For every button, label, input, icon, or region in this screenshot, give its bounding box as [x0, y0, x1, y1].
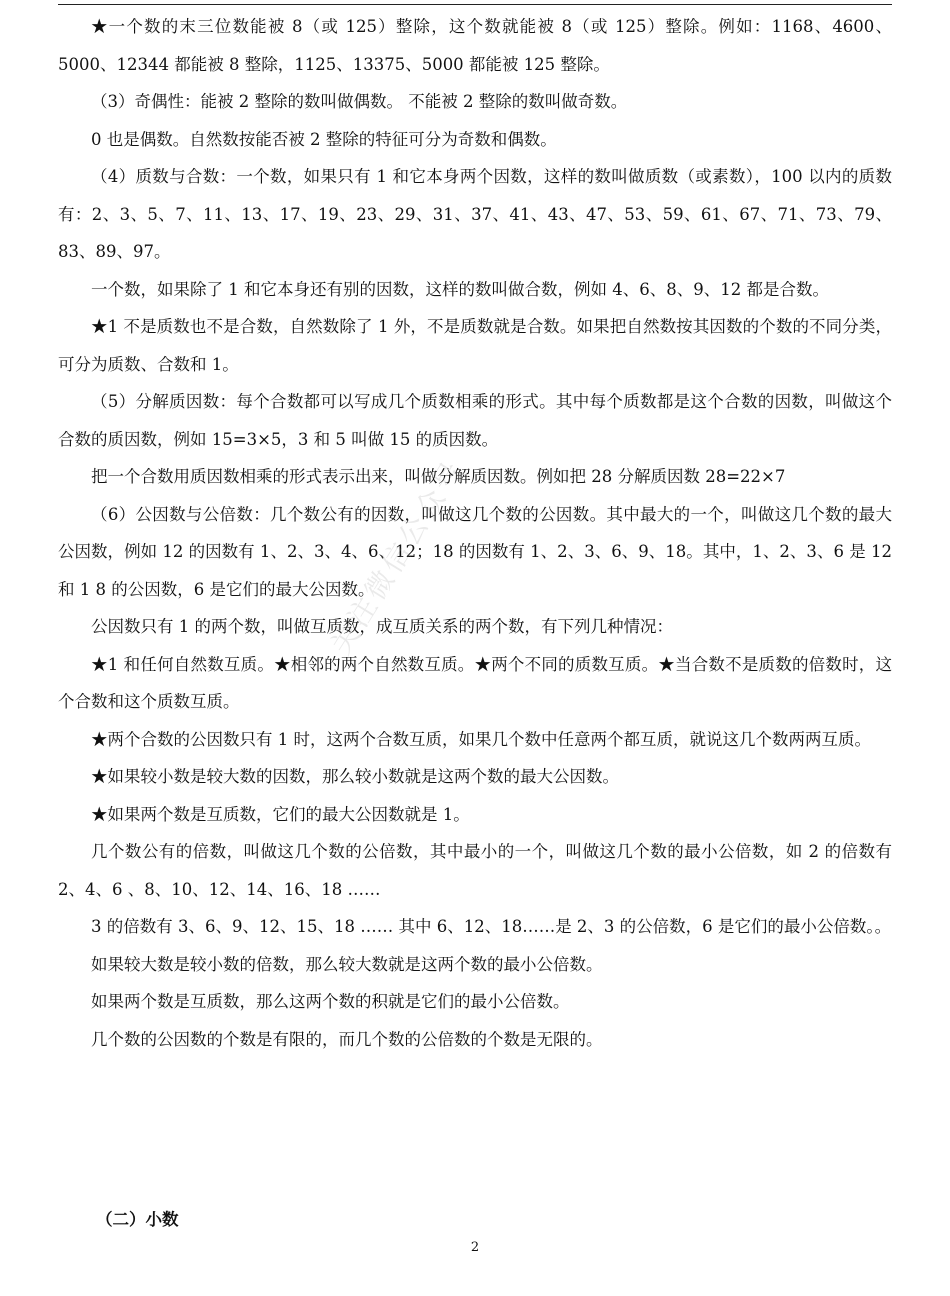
paragraph-coprime-intro: 公因数只有 1 的两个数，叫做互质数，成互质关系的两个数，有下列几种情况：: [91, 617, 673, 636]
paragraph-parity: （3）奇偶性：能被 2 整除的数叫做偶数。 不能被 2 整除的数叫做奇数。: [91, 92, 628, 111]
paragraph-composite-definition: 一个数，如果除了 1 和它本身还有别的因数，这样的数叫做合数，例如 4、6、8、9、12 都是合数。: [91, 279, 829, 299]
paragraph-prime-factorization: （5）分解质因数：每个合数都可以写成几个质数相乘的形式。其中每个质数都是这个合数的因数，叫做这个合数的质因数，例如 15=3×5，3 和 5 叫做 15 的质因数。: [58, 392, 892, 449]
paragraph-smaller-factor: ★如果较小数是较大数的因数，那么较小数就是这两个数的最大公因数。: [91, 767, 619, 786]
document-body: [58, 8, 892, 1058]
paragraph-two-composites: ★两个合数的公因数只有 1 时，这两个合数互质，如果几个数中任意两个都互质，就说这几个数两两互质。: [91, 729, 871, 749]
watermark: 关注微信公众号: [324, 452, 471, 661]
paragraph-larger-multiple: 如果较大数是较小数的倍数，那么较大数就是这两个数的最小公倍数。: [91, 954, 603, 974]
paragraph-common-multiple: 几个数公有的倍数，叫做这几个数的公倍数，其中最小的一个，叫做这几个数的最小公倍数，如 2 的倍数有 2、4、6 、8、10、12、14、16、18 ……: [58, 842, 892, 899]
paragraph-multiples-of-3: 3 的倍数有 3、6、9、12、15、18 …… 其中 6、12、18……是 2、3 的公倍数，6 是它们的最小公倍数。。: [91, 917, 892, 936]
paragraph-coprime-lcm: 如果两个数是互质数，那么这两个数的积就是它们的最小公倍数。: [91, 992, 570, 1011]
paragraph-factorization-example: 把一个合数用质因数相乘的形式表示出来，叫做分解质因数。例如把 28 分解质因数 28=22×7: [91, 467, 786, 486]
section-heading-decimals: （二）小数: [96, 1210, 179, 1229]
page-number: 2: [470, 1240, 480, 1255]
paragraph-coprime-gcd: ★如果两个数是互质数，它们的最大公因数就是 1。: [91, 804, 470, 824]
paragraph-zero-even: 0 也是偶数。自然数按能否被 2 整除的特征可分为奇数和偶数。: [91, 129, 557, 149]
paragraph-coprime-cases: ★1 和任何自然数互质。★相邻的两个自然数互质。★两个不同的质数互质。★当合数不是质数的倍数时，这个合数和这个质数互质。: [58, 654, 892, 711]
paragraph-divisible-by-8-125: ★一个数的末三位数能被 8（或 125）整除，这个数就能被 8（或 125）整除。例如：1168、4600、5000、12344 都能被 8 整除，1125、13375、5000 都能被 125 整除。: [58, 17, 892, 74]
paragraph-common-factor: （6）公因数与公倍数：几个数公有的因数，叫做这几个数的公因数。其中最大的一个，叫做这几个数的最大公因数，例如 12 的因数有 1、2、3、4、6、12；18 的因数有 1、2、3、6、9、18。其中，1、2、3、6 是 12 和 1 8 的公因数，6 是它们的最大公因数。: [58, 504, 892, 599]
paragraph-prime-composite: （4）质数与合数：一个数，如果只有 1 和它本身两个因数，这样的数叫做质数（或素数），100 以内的质数有：2、3、5、7、11、13、17、19、23、29、31、37、41、43、47、53、59、61、67、71、73、79、83、89、97。: [58, 167, 892, 261]
header-rule: [58, 4, 892, 5]
paragraph-finite-infinite: 几个数的公因数的个数是有限的，而几个数的公倍数的个数是无限的。: [91, 1029, 603, 1049]
paragraph-one-neither: ★1 不是质数也不是合数，自然数除了 1 外，不是质数就是合数。如果把自然数按其因数的个数的不同分类，可分为质数、合数和 1。: [58, 317, 892, 374]
